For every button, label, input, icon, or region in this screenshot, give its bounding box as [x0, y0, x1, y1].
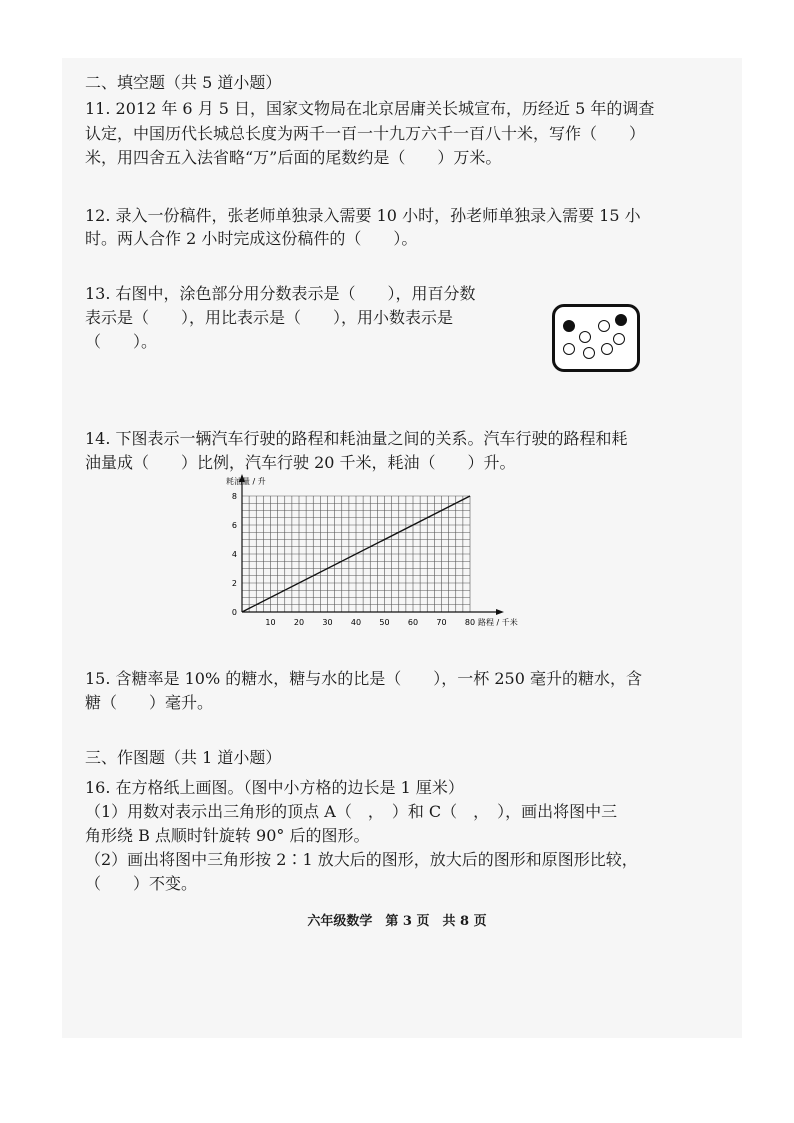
- q14-line-2: 油量成（ ）比例，汽车行驶 20 千米，耗油（ ）升。: [85, 453, 516, 472]
- q12-line-2: 时。两人合作 2 小时完成这份稿件的（ ）。: [85, 229, 418, 248]
- empty-dot: [583, 347, 595, 359]
- filled-dot: [563, 320, 575, 332]
- q12-line-1: 12. 录入一份稿件，张老师单独录入需要 10 小时，孙老师单独录入需要 15 小: [85, 206, 641, 225]
- q13-line-2: 表示是（ ），用比表示是（ ），用小数表示是: [85, 308, 454, 327]
- empty-dot: [598, 320, 610, 332]
- q15-line-1: 15. 含糖率是 10% 的糖水，糖与水的比是（ ），一杯 250 毫升的糖水，含: [85, 669, 642, 688]
- page-footer: 六年级数学 第 3 页 共 8 页: [307, 914, 487, 929]
- q11-line-3: 米，用四舍五入法省略“万”后面的尾数约是（ ）万米。: [85, 148, 502, 167]
- empty-dot: [601, 343, 613, 355]
- q16-line-2: （1）用数对表示出三角形的顶点 A（ ， ）和 C（ ， ），画出将图中三: [85, 802, 618, 821]
- y-tick-label: 8: [231, 492, 237, 501]
- x-axis-arrow: [496, 609, 504, 615]
- x-tick-label: 50: [379, 618, 390, 627]
- q11-line-1: 11. 2012 年 6 月 5 日，国家文物局在北京居庸关长城宣布，历经近 5 年的调查: [85, 99, 655, 118]
- x-tick-label: 80: [464, 618, 476, 627]
- y-tick-label: 0: [231, 608, 237, 617]
- q14-line-1: 14. 下图表示一辆汽车行驶的路程和耗油量之间的关系。汽车行驶的路程和耗: [85, 429, 628, 448]
- q16-line-3: 角形绕 B 点顺时针旋转 90° 后的图形。: [85, 826, 370, 845]
- q16-line-5: （ ）不变。: [85, 874, 198, 893]
- x-tick-label: 10: [265, 618, 276, 627]
- empty-dot: [613, 333, 625, 345]
- q13-line-1: 13. 右图中，涂色部分用分数表示是（ ），用百分数: [85, 284, 476, 303]
- x-tick-label: 40: [350, 618, 362, 627]
- q16-line-4: （2）画出将图中三角形按 2∶1 放大后的图形，放大后的图形和原图形比较，: [85, 850, 638, 869]
- x-tick-label: 70: [436, 618, 447, 627]
- fuel-distance-chart: [222, 472, 542, 632]
- x-tick-label: 30: [322, 618, 333, 627]
- q13-line-3: （ ）。: [85, 332, 158, 351]
- empty-dot: [579, 331, 591, 343]
- x-tick-label: 20: [293, 618, 305, 627]
- empty-dot: [563, 343, 575, 355]
- q15-line-2: 糖（ ）毫升。: [85, 693, 214, 712]
- y-tick-label: 4: [231, 550, 237, 559]
- q11-line-2: 认定，中国历代长城总长度为两千一百一十九万六千一百八十米，写作（ ）: [85, 124, 646, 143]
- y-axis-label: 耗油量 / 升: [226, 477, 266, 486]
- y-tick-label: 2: [231, 579, 237, 588]
- section-3-title: 三、作图题（共 1 道小题）: [85, 748, 282, 767]
- filled-dot: [615, 314, 627, 326]
- section-2-title: 二、填空题（共 5 道小题）: [85, 73, 282, 92]
- x-tick-label: 60: [407, 618, 419, 627]
- y-tick-label: 6: [231, 521, 237, 530]
- dots-figure: [552, 304, 640, 372]
- x-axis-label: 路程 / 千米: [478, 618, 518, 627]
- q16-line-1: 16. 在方格纸上画图。（图中小方格的边长是 1 厘米）: [85, 778, 464, 797]
